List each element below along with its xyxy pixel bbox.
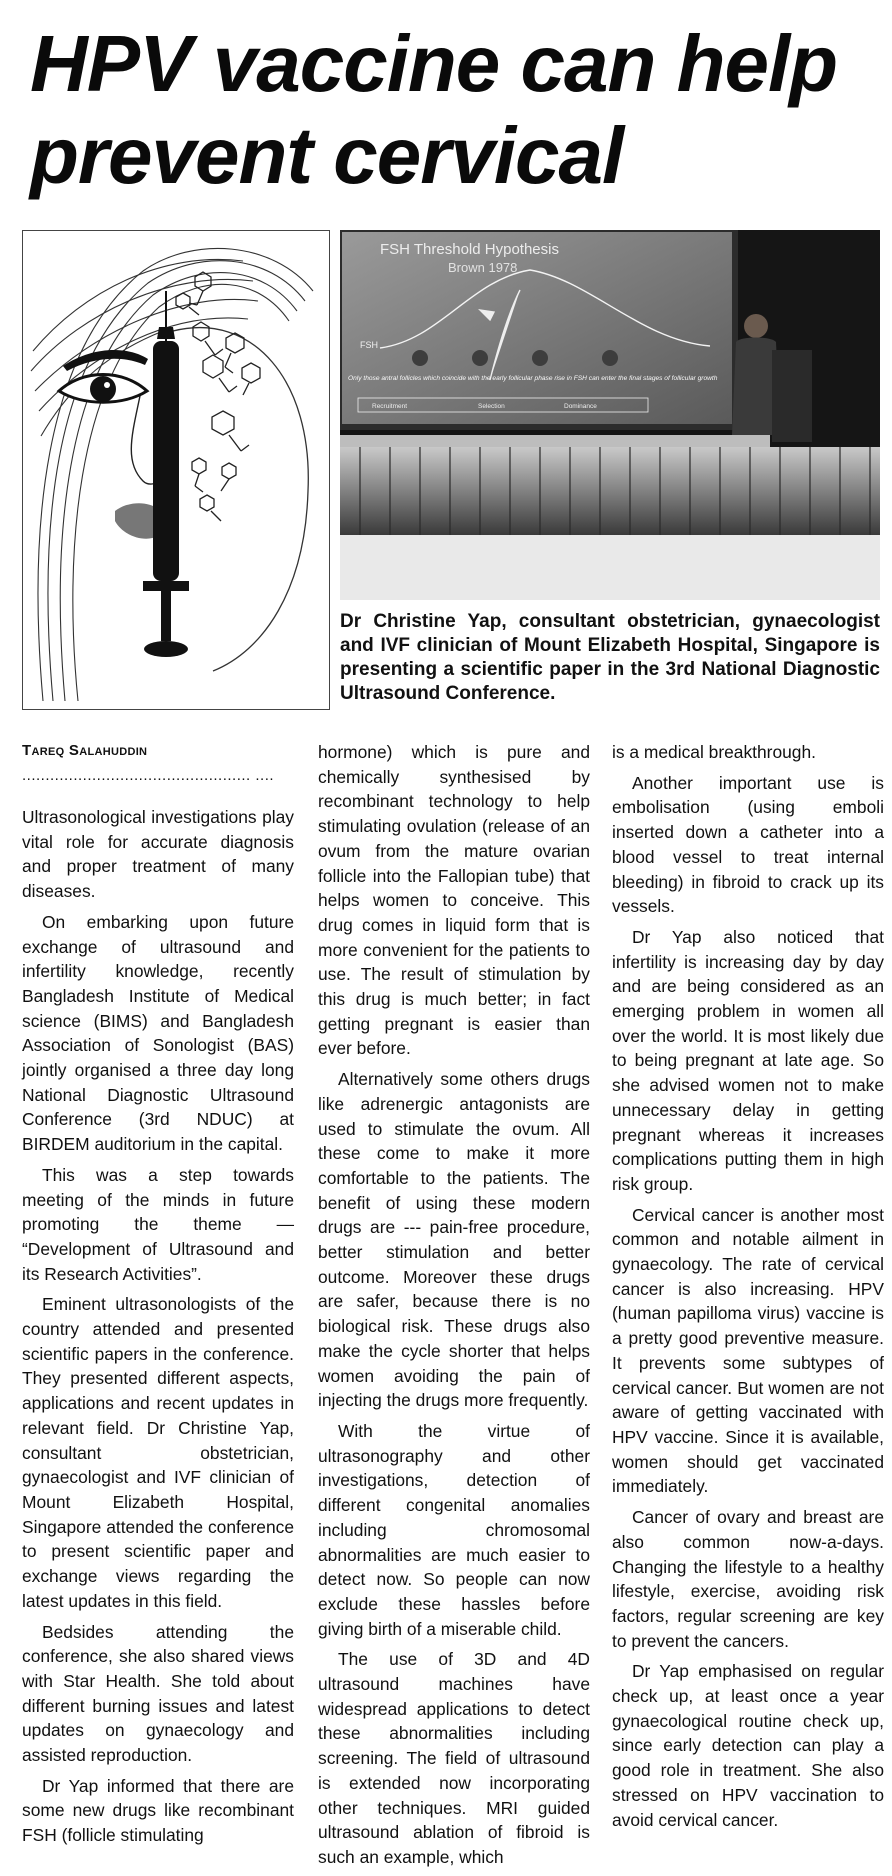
virus-icon xyxy=(189,272,211,305)
slide-axis-dominance: Dominance xyxy=(564,403,597,410)
article-paragraph: Another important use is embolisation (using emboli inserted down a catheter into a blood vessel to treat internal bleeding) in fibroid to crack up its vessels. xyxy=(612,772,884,917)
face-syringe-illustration xyxy=(23,231,331,711)
article-paragraph: Dr Yap informed that there are some new drugs like recombinant FSH (follicle stimulating xyxy=(22,1775,294,1846)
slide-title: FSH Threshold Hypothesis xyxy=(380,241,559,258)
virus-icon xyxy=(200,495,221,521)
virus-icon xyxy=(225,333,244,373)
headline-line-1: HPV vaccine can help xyxy=(30,19,838,108)
virus-icon xyxy=(203,355,237,392)
article-paragraph: Cancer of ovary and breast are also common now-a-days. Changing the lifestyle to a healthy lifestyle, exercise, avoiding risk factors, regular screening are key to prevent the cancers. xyxy=(612,1507,884,1651)
article-paragraph: The use of 3D and 4D ultrasound machines have widespread applications to detect these abnormalities including screening. The field of ultrasound is extended now incorporating other techniques. MRI guided ultrasound ablation of fibroid is such an example, which xyxy=(318,1649,590,1867)
headline-line-2: prevent cervical xyxy=(30,111,624,200)
article-paragraph: This was a step towards meeting of the minds in future promoting the theme — “Development of Ultrasound and its Research Activities”. xyxy=(22,1164,294,1284)
article-paragraph: Eminent ultrasonologists of the country attended and presented scientific papers in the conference. They presented different aspects, applications and recent updates in relevant field. Dr Christine Yap, consultant obstetrician, gynaecologist and IVF clinician of Mount Elizabeth Hospital, Singapore attended the conference to present scientific paper and exchange views regarding the latest updates in this field. xyxy=(22,1294,294,1611)
article-paragraph: is a medical breakthrough. xyxy=(612,742,816,762)
article-paragraph: Cervical cancer is another most common and notable ailment in gynaecology. The rate of cervical cancer is also increasing. HPV (human papilloma virus) vaccine is a pretty good preventive measure. It prevents some subtypes of cervical cancer. But women are not aware of getting vaccinated with HPV vaccine. Since it is available, women should get vaccinated immediately. xyxy=(612,1204,884,1497)
conference-photo xyxy=(340,230,880,600)
virus-icon xyxy=(192,458,206,492)
article-paragraph: hormone) which is pure and chemically synthesised by recombinant technology to help stimulating ovulation (release of an ovum from the mature ovarian follicle into the Fallopian tube) that helps women to conceive. This drug comes in liquid form that is more convenient for the patients to use. The result of stimulation by this drug is much better; in fact getting pregnant is easier than ever before. xyxy=(318,742,590,1059)
article-column-2 xyxy=(318,740,590,1876)
article-paragraph: Dr Yap emphasised on regular check up, at least once a year gynaecological routine check up, since early detection can play a good role in treatment. She also stressed on HPV vaccination to avoid cervical cancer. xyxy=(612,1661,884,1830)
virus-icon xyxy=(212,411,249,451)
photo-caption: Dr Christine Yap, consultant obstetrician, gynaecologist and IVF clinician of Mount Elizabeth Hospital, Singapore is presenting a scientific paper in the 3rd National Diagnostic Ultrasound Conference. xyxy=(340,611,880,704)
byline: Tareq Salahuddin xyxy=(22,742,148,759)
article-paragraph: Bedsides attending the conference, she also shared views with Star Health. She told about different burning issues and latest updates on gynaecology and assisted reproduction. xyxy=(22,1621,294,1766)
slide-subtitle: Brown 1978 xyxy=(448,260,518,275)
article-paragraph: On embarking upon future exchange of ultrasound and infertility knowledge, recently Bangladesh Institute of Medical science (BIMS) and Bangladesh Association of Sonologist (BAS) jointly organised a three day long National Diagnostic Ultrasound Conference (3rd NDUC) at BIRDEM auditorium in the capital. xyxy=(22,911,294,1155)
slide-axis-recruitment: Recruitment xyxy=(372,403,408,410)
byline-dots: ................................................. .... xyxy=(22,767,275,784)
article-paragraph: Ultrasonological investigations play vital role for accurate diagnosis and proper treatment of many diseases. xyxy=(22,807,294,902)
slide-axis-selection: Selection xyxy=(478,403,505,410)
slide-fsh-label: FSH xyxy=(360,340,378,350)
slide-caption-text: Only those antral follicles which coincide with the early follicular phase rise in FSH can enter the final stages of follicular growth xyxy=(348,375,718,382)
conference-scene xyxy=(340,230,880,600)
article-paragraph: Alternatively some others drugs like adrenergic antagonists are used to stimulate the ovum. All these come to make it more comfortable to the patients. The benefit of using these modern drugs are --- pain-free procedure, better stimulation and better outcome. Moreover these drugs are safer, because there is no biological risk. These drugs also make the cycle shorter that helps women avoiding the pain of injecting the drugs more frequently. xyxy=(318,1069,590,1411)
article-paragraph: With the virtue of ultrasonography and other investigations, detection of different congenital anomalies including chromosomal abnormalities are much easier to detect now. So people can now exclude these hassles before giving birth of a miserable child. xyxy=(318,1420,590,1639)
virus-icon xyxy=(221,463,236,491)
article-paragraph: Dr Yap also noticed that infertility is increasing day by day and are being considered as an emerging problem in women all over the world. It is most likely due to being pregnant at late age. So she advised women not to make unnecessary delay in getting pregnant whereas it increases complications putting them in high risk group. xyxy=(612,926,884,1194)
virus-icon xyxy=(242,363,260,395)
article-column-3 xyxy=(612,740,884,1838)
hpv-illustration xyxy=(22,230,330,710)
article-column-1 xyxy=(22,805,294,1854)
svg-text:Only those antral follicles wh xyxy=(348,375,718,382)
